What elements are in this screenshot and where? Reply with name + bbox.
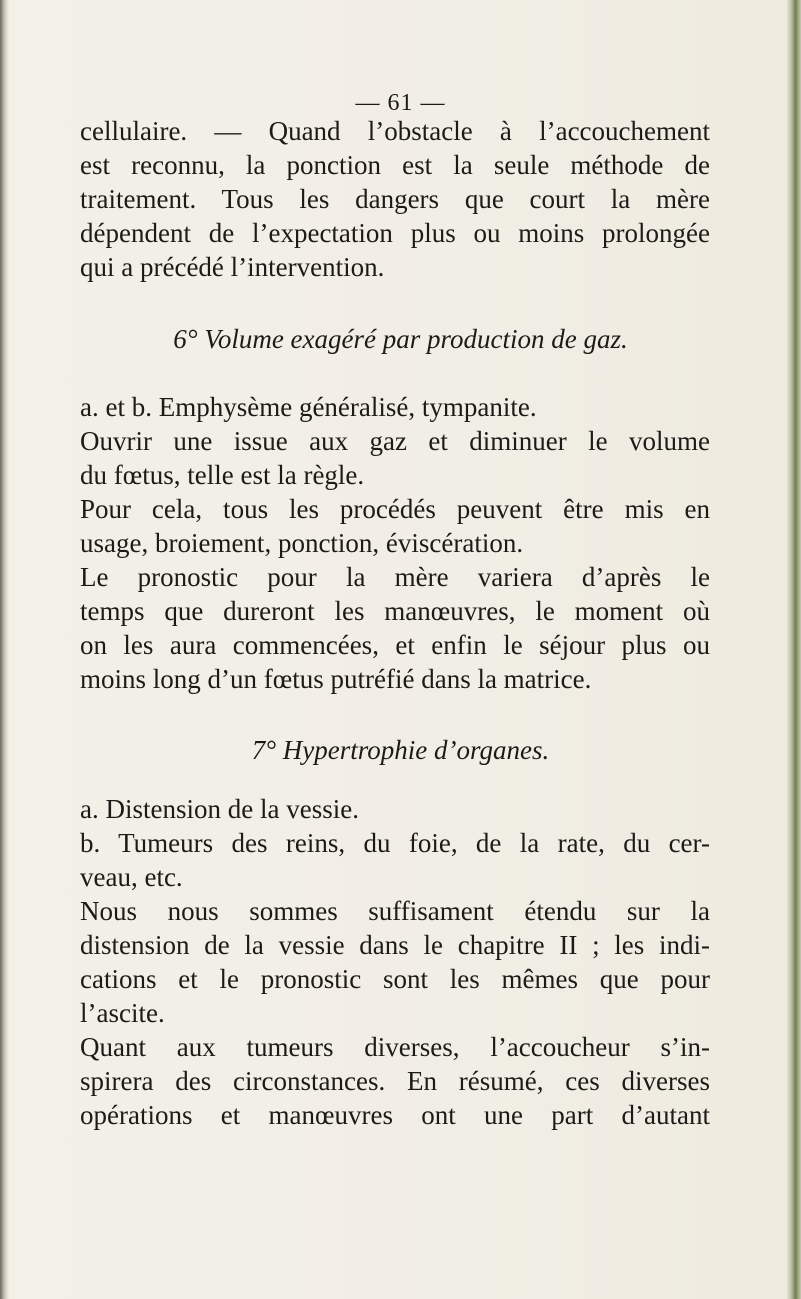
text-line-21: l’ascite. [80, 998, 165, 1028]
text-line-14: moins long d’un fœtus putréfié dans la matrice. [80, 664, 592, 694]
text-line-1: cellulaire. — Quand l’obstacle à l’accouchement [80, 116, 710, 146]
text-line-20: cations et le pronostic sont les mêmes que pour [80, 964, 710, 994]
text-line-13: on les aura commencées, et enfin le séjour plus ou [80, 630, 710, 660]
text-line-16: b. Tumeurs des reins, du foie, de la rate, du cer- [80, 828, 710, 858]
text-line-3: traitement. Tous les dangers que court la mère [80, 184, 710, 214]
page-number: — 61 — [355, 90, 446, 116]
page-right-edge [787, 0, 801, 1299]
text-line-4: dépendent de l’expectation plus ou moins prolongée [80, 218, 710, 248]
page-left-shadow [0, 0, 9, 1299]
section-heading-7: 7° Hypertrophie d’organes. [251, 735, 550, 765]
text-line-5: qui a précédé l’intervention. [80, 252, 385, 282]
text-line-23: spirera des circonstances. En résumé, ces diverses [80, 1066, 710, 1096]
text-line-17: veau, etc. [80, 862, 183, 892]
text-line-11: Le pronostic pour la mère variera d’après le [80, 562, 710, 592]
text-line-18: Nous nous sommes suffisament étendu sur la [80, 896, 710, 926]
text-line-8: du fœtus, telle est la règle. [80, 460, 365, 490]
text-line-15: a. Distension de la vessie. [80, 794, 359, 824]
text-line-24: opérations et manœuvres ont une part d’autant [80, 1100, 710, 1130]
text-line-12: temps que dureront les manœuvres, le moment où [80, 596, 710, 626]
text-line-22: Quant aux tumeurs diverses, l’accoucheur s’in- [80, 1032, 710, 1062]
text-line-9: Pour cela, tous les procédés peuvent être mis en [80, 494, 710, 524]
text-line-2: est reconnu, la ponction est la seule méthode de [80, 150, 710, 180]
section-heading-6: 6° Volume exagéré par production de gaz. [173, 324, 628, 354]
text-line-10: usage, broiement, ponction, éviscération. [80, 528, 524, 558]
text-line-7: Ouvrir une issue aux gaz et diminuer le volume [80, 426, 710, 456]
text-line-19: distension de la vessie dans le chapitre II ; les indi- [80, 930, 710, 960]
text-line-6: a. et b. Emphysème généralisé, tympanite. [80, 392, 537, 422]
